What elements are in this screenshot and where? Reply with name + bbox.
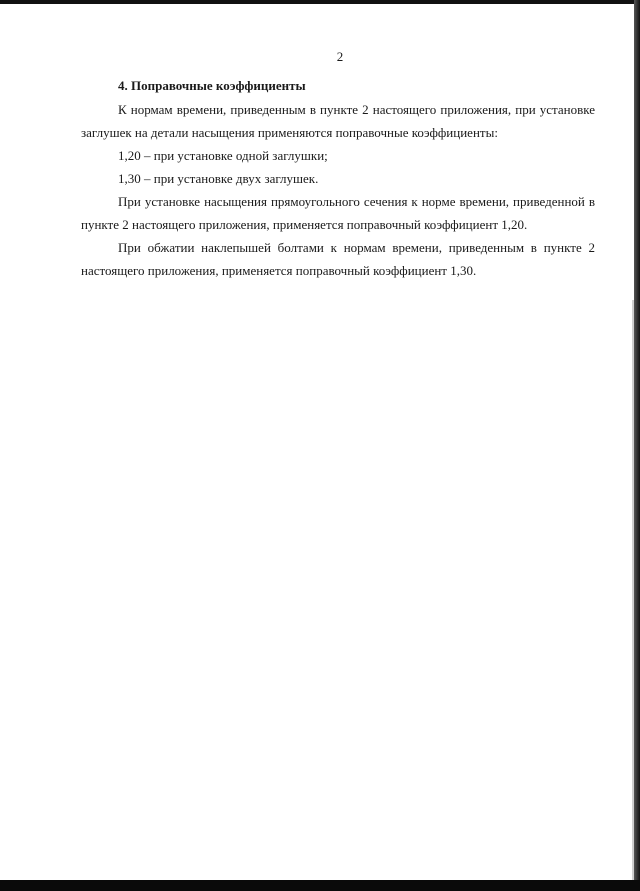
scan-edge-top	[0, 0, 640, 4]
paragraph-intro: К нормам времени, приведенным в пункте 2 настоящего приложения, при установке заглушек на детали насыщения применяются поправочные коэффициенты:	[81, 102, 595, 140]
paragraph-bolt-crimping: При обжатии наклепышей болтами к нормам времени, приведенным в пункте 2 настоящего приложения, применяется поправочный коэффициент 1,30.	[81, 240, 595, 278]
page-number: 2	[336, 49, 344, 64]
scan-edge-right-shadow	[632, 300, 634, 880]
section-heading: 4. Поправочные коэффициенты	[118, 78, 306, 93]
paragraph-coefficient-two-plugs: 1,30 – при установке двух заглушек.	[118, 171, 319, 186]
paragraph-coefficient-one-plug: 1,20 – при установке одной заглушки;	[118, 148, 328, 163]
scan-edge-bottom	[0, 880, 640, 891]
paragraph-rectangular-section: При установке насыщения прямоугольного сечения к норме времени, приведенной в пункте 2 настоящего приложения, применяется поправочный коэффициент 1,20.	[81, 194, 595, 232]
scan-edge-right	[634, 0, 640, 891]
